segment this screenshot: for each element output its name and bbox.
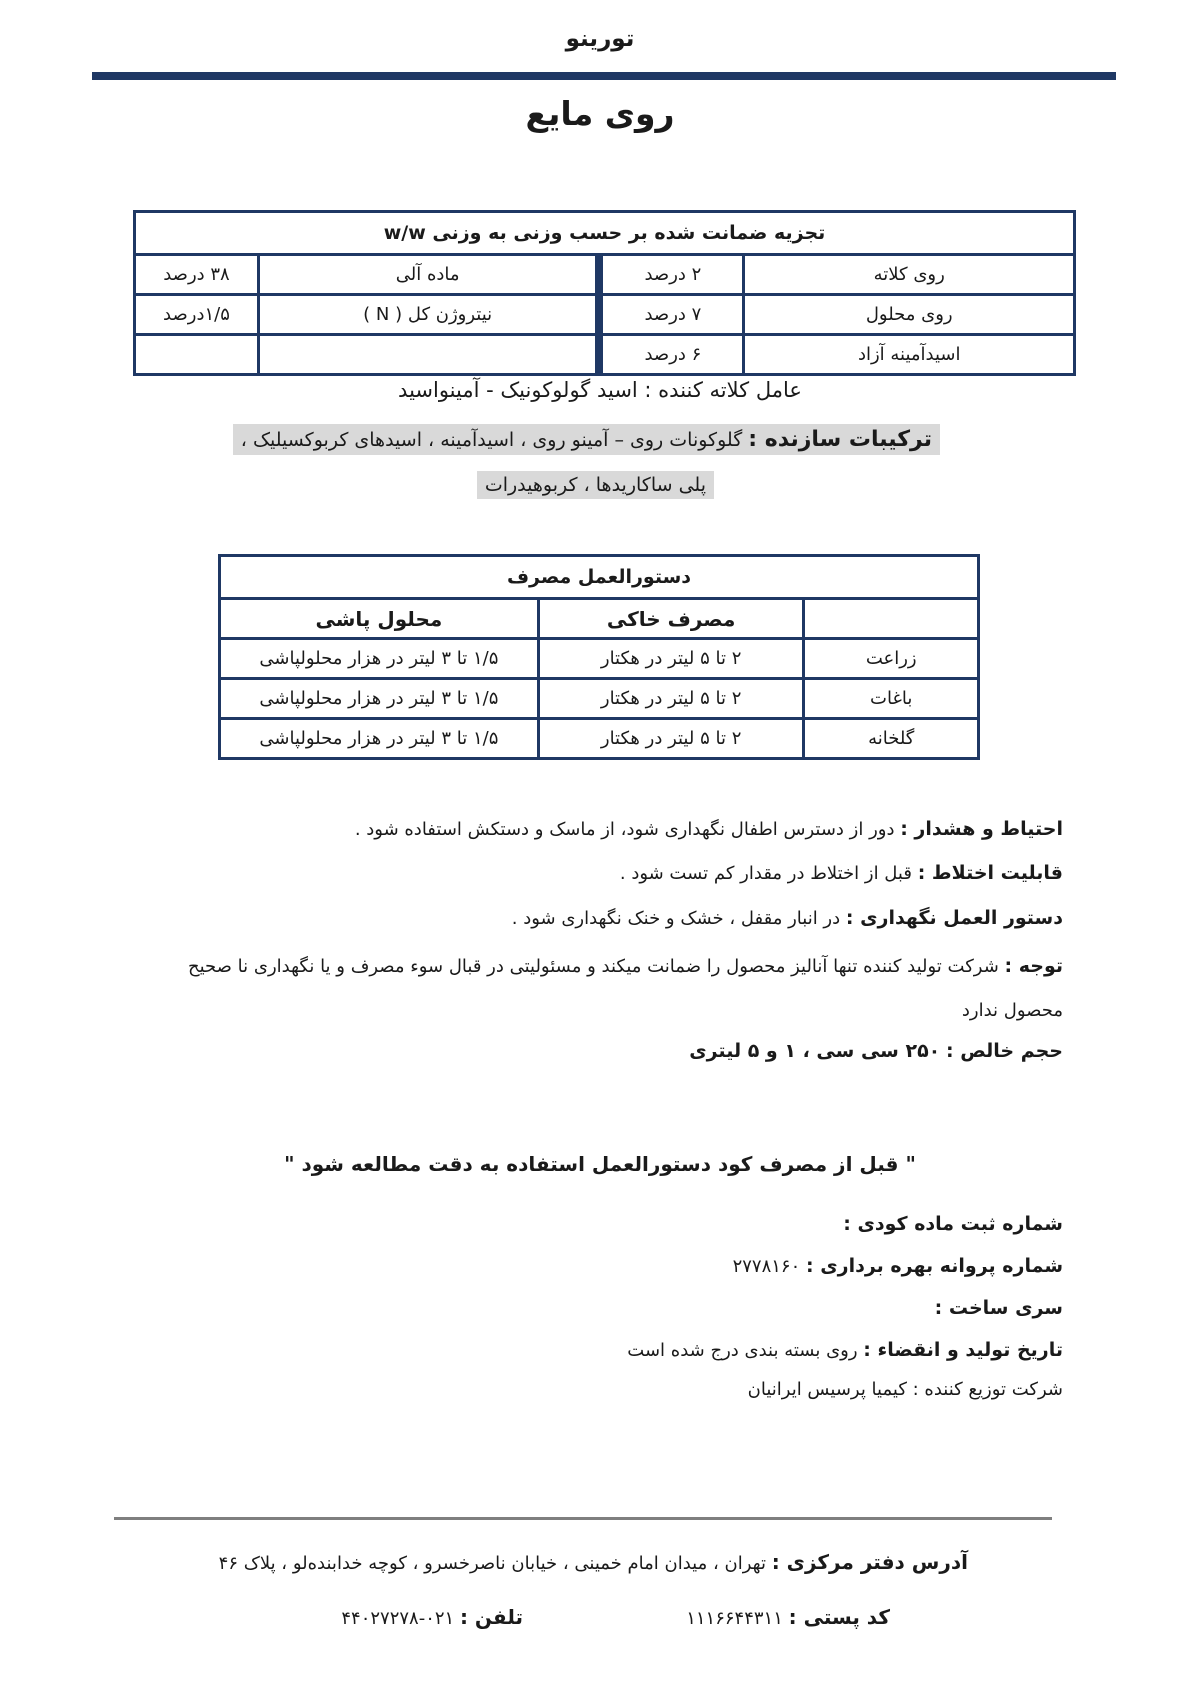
mixing-label: قابلیت اختلاط : bbox=[917, 862, 1063, 884]
office-address bbox=[219, 1550, 968, 1574]
distributor: شرکت توزیع کننده : کیمیا پرسیس ایرانیان bbox=[747, 1379, 1063, 1400]
address-text: تهران ، میدان امام خمینی ، خیابان ناصرخسرو ، کوچه خدابنده‌لو ، پلاک ۴۶ bbox=[218, 1553, 766, 1574]
attention-text: شرکت تولید کننده تنها آنالیز محصول را ضمانت میکند و مسئولیتی در قبال سوء مصرف و یا نگهداری نا صحیح محصول ندارد bbox=[187, 956, 1063, 1021]
components-label: ترکیبات سازنده : bbox=[748, 427, 932, 452]
component-value: ۱/۵درصد bbox=[135, 295, 259, 335]
registration-label: شماره ثبت ماده کودی : bbox=[843, 1213, 1063, 1235]
component-value: ۲ درصد bbox=[599, 255, 744, 295]
date-value: روی بسته بندی درج شده است bbox=[627, 1340, 858, 1361]
component-name: اسیدآمینه آزاد bbox=[744, 335, 1075, 375]
spray-cell: ۱/۵ تا ۳ لیتر در هزار محلولپاشی bbox=[220, 679, 539, 719]
table-row bbox=[220, 679, 979, 719]
phone-label: تلفن : bbox=[459, 1605, 523, 1629]
postal-value: ۱۱۱۶۶۴۴۳۱۱ bbox=[686, 1608, 783, 1629]
storage-label: دستور العمل نگهداری : bbox=[845, 907, 1063, 929]
crop-cell: گلخانه bbox=[804, 719, 979, 759]
spray-cell: ۱/۵ تا ۳ لیتر در هزار محلولپاشی bbox=[220, 639, 539, 679]
batch-label: سری ساخت : bbox=[934, 1297, 1063, 1319]
caution-label: احتیاط و هشدار : bbox=[900, 818, 1063, 840]
component-value: ۳۸ درصد bbox=[135, 255, 259, 295]
address-label: آدرس دفتر مرکزی : bbox=[771, 1550, 968, 1574]
postal-code bbox=[686, 1605, 890, 1629]
production-date bbox=[627, 1339, 1063, 1361]
date-label: تاریخ تولید و انقضاء : bbox=[863, 1339, 1063, 1361]
phone-number bbox=[341, 1605, 523, 1629]
component-name: روی محلول bbox=[744, 295, 1075, 335]
soil-header: مصرف خاکی bbox=[538, 599, 804, 639]
component-name: ماده آلی bbox=[258, 255, 599, 295]
table-row bbox=[220, 639, 979, 679]
usage-table bbox=[218, 554, 980, 760]
phone-value: ۰۲۱-۴۴۰۲۷۲۷۸ bbox=[341, 1608, 455, 1629]
license-number bbox=[733, 1255, 1063, 1277]
analysis-table-heading: تجزیه ضمانت شده بر حسب وزنی به وزنی w/w bbox=[135, 212, 1075, 255]
component-name bbox=[258, 335, 599, 375]
net-volume bbox=[689, 1040, 1063, 1062]
component-value: ۷ درصد bbox=[599, 295, 744, 335]
storage-note bbox=[512, 907, 1063, 929]
mixing-note bbox=[620, 862, 1063, 884]
license-label: شماره پروانه بهره برداری : bbox=[806, 1255, 1063, 1277]
brand-name: تورینو bbox=[565, 26, 635, 52]
crop-cell: زراعت bbox=[804, 639, 979, 679]
volume-label: حجم خالص : bbox=[946, 1040, 1063, 1062]
license-value: ۲۷۷۸۱۶۰ bbox=[732, 1256, 801, 1277]
spray-cell: ۱/۵ تا ۳ لیتر در هزار محلولپاشی bbox=[220, 719, 539, 759]
postal-label: کد پستی : bbox=[788, 1605, 890, 1629]
component-value bbox=[135, 335, 259, 375]
table-row bbox=[220, 719, 979, 759]
component-name: نیتروژن کل ( N ) bbox=[258, 295, 599, 335]
soil-cell: ۲ تا ۵ لیتر در هکتار bbox=[538, 639, 804, 679]
component-name: روی کلاته bbox=[744, 255, 1075, 295]
attention-note bbox=[183, 944, 1063, 1033]
components-text: گلوکونات روی – آمینو روی ، اسیدآمینه ، اسیدهای کربوکسیلیک ، bbox=[240, 429, 743, 451]
table-row bbox=[135, 295, 1075, 335]
read-instructions-quote: " قبل از مصرف کود دستورالعمل استفاده به دقت مطالعه شود " bbox=[284, 1152, 916, 1176]
storage-text: در انبار مقفل ، خشک و خنک نگهداری شود . bbox=[511, 908, 841, 929]
attention-label: توجه : bbox=[1004, 955, 1063, 977]
soil-cell: ۲ تا ۵ لیتر در هکتار bbox=[538, 719, 804, 759]
caution-note bbox=[355, 818, 1063, 840]
header-divider bbox=[92, 72, 1116, 80]
analysis-table bbox=[133, 210, 1076, 376]
volume-text: ۲۵۰ سی سی ، ۱ و ۵ لیتری bbox=[689, 1040, 941, 1062]
footer-divider bbox=[114, 1517, 1052, 1520]
components-line-1 bbox=[233, 424, 940, 455]
caution-text: دور از دسترس اطفال نگهداری شود، از ماسک و دستکش استفاده شود . bbox=[354, 819, 895, 840]
chelating-agent: عامل کلاته کننده : اسید گولوکونیک - آمینواسید bbox=[398, 378, 802, 402]
spray-header: محلول پاشی bbox=[220, 599, 539, 639]
page-title: روی مایع bbox=[525, 94, 675, 133]
usage-table-heading: دستورالعمل مصرف bbox=[220, 556, 979, 599]
mixing-text: قبل از اختلاط در مقدار کم تست شود . bbox=[619, 863, 912, 884]
component-value: ۶ درصد bbox=[599, 335, 744, 375]
registration-number bbox=[843, 1213, 1063, 1235]
table-row bbox=[135, 255, 1075, 295]
batch-number bbox=[935, 1297, 1063, 1319]
components-line-2: پلی ساکاریدها ، کربوهیدرات bbox=[477, 471, 714, 499]
crop-cell: باغات bbox=[804, 679, 979, 719]
table-row bbox=[135, 335, 1075, 375]
crop-header bbox=[804, 599, 979, 639]
soil-cell: ۲ تا ۵ لیتر در هکتار bbox=[538, 679, 804, 719]
